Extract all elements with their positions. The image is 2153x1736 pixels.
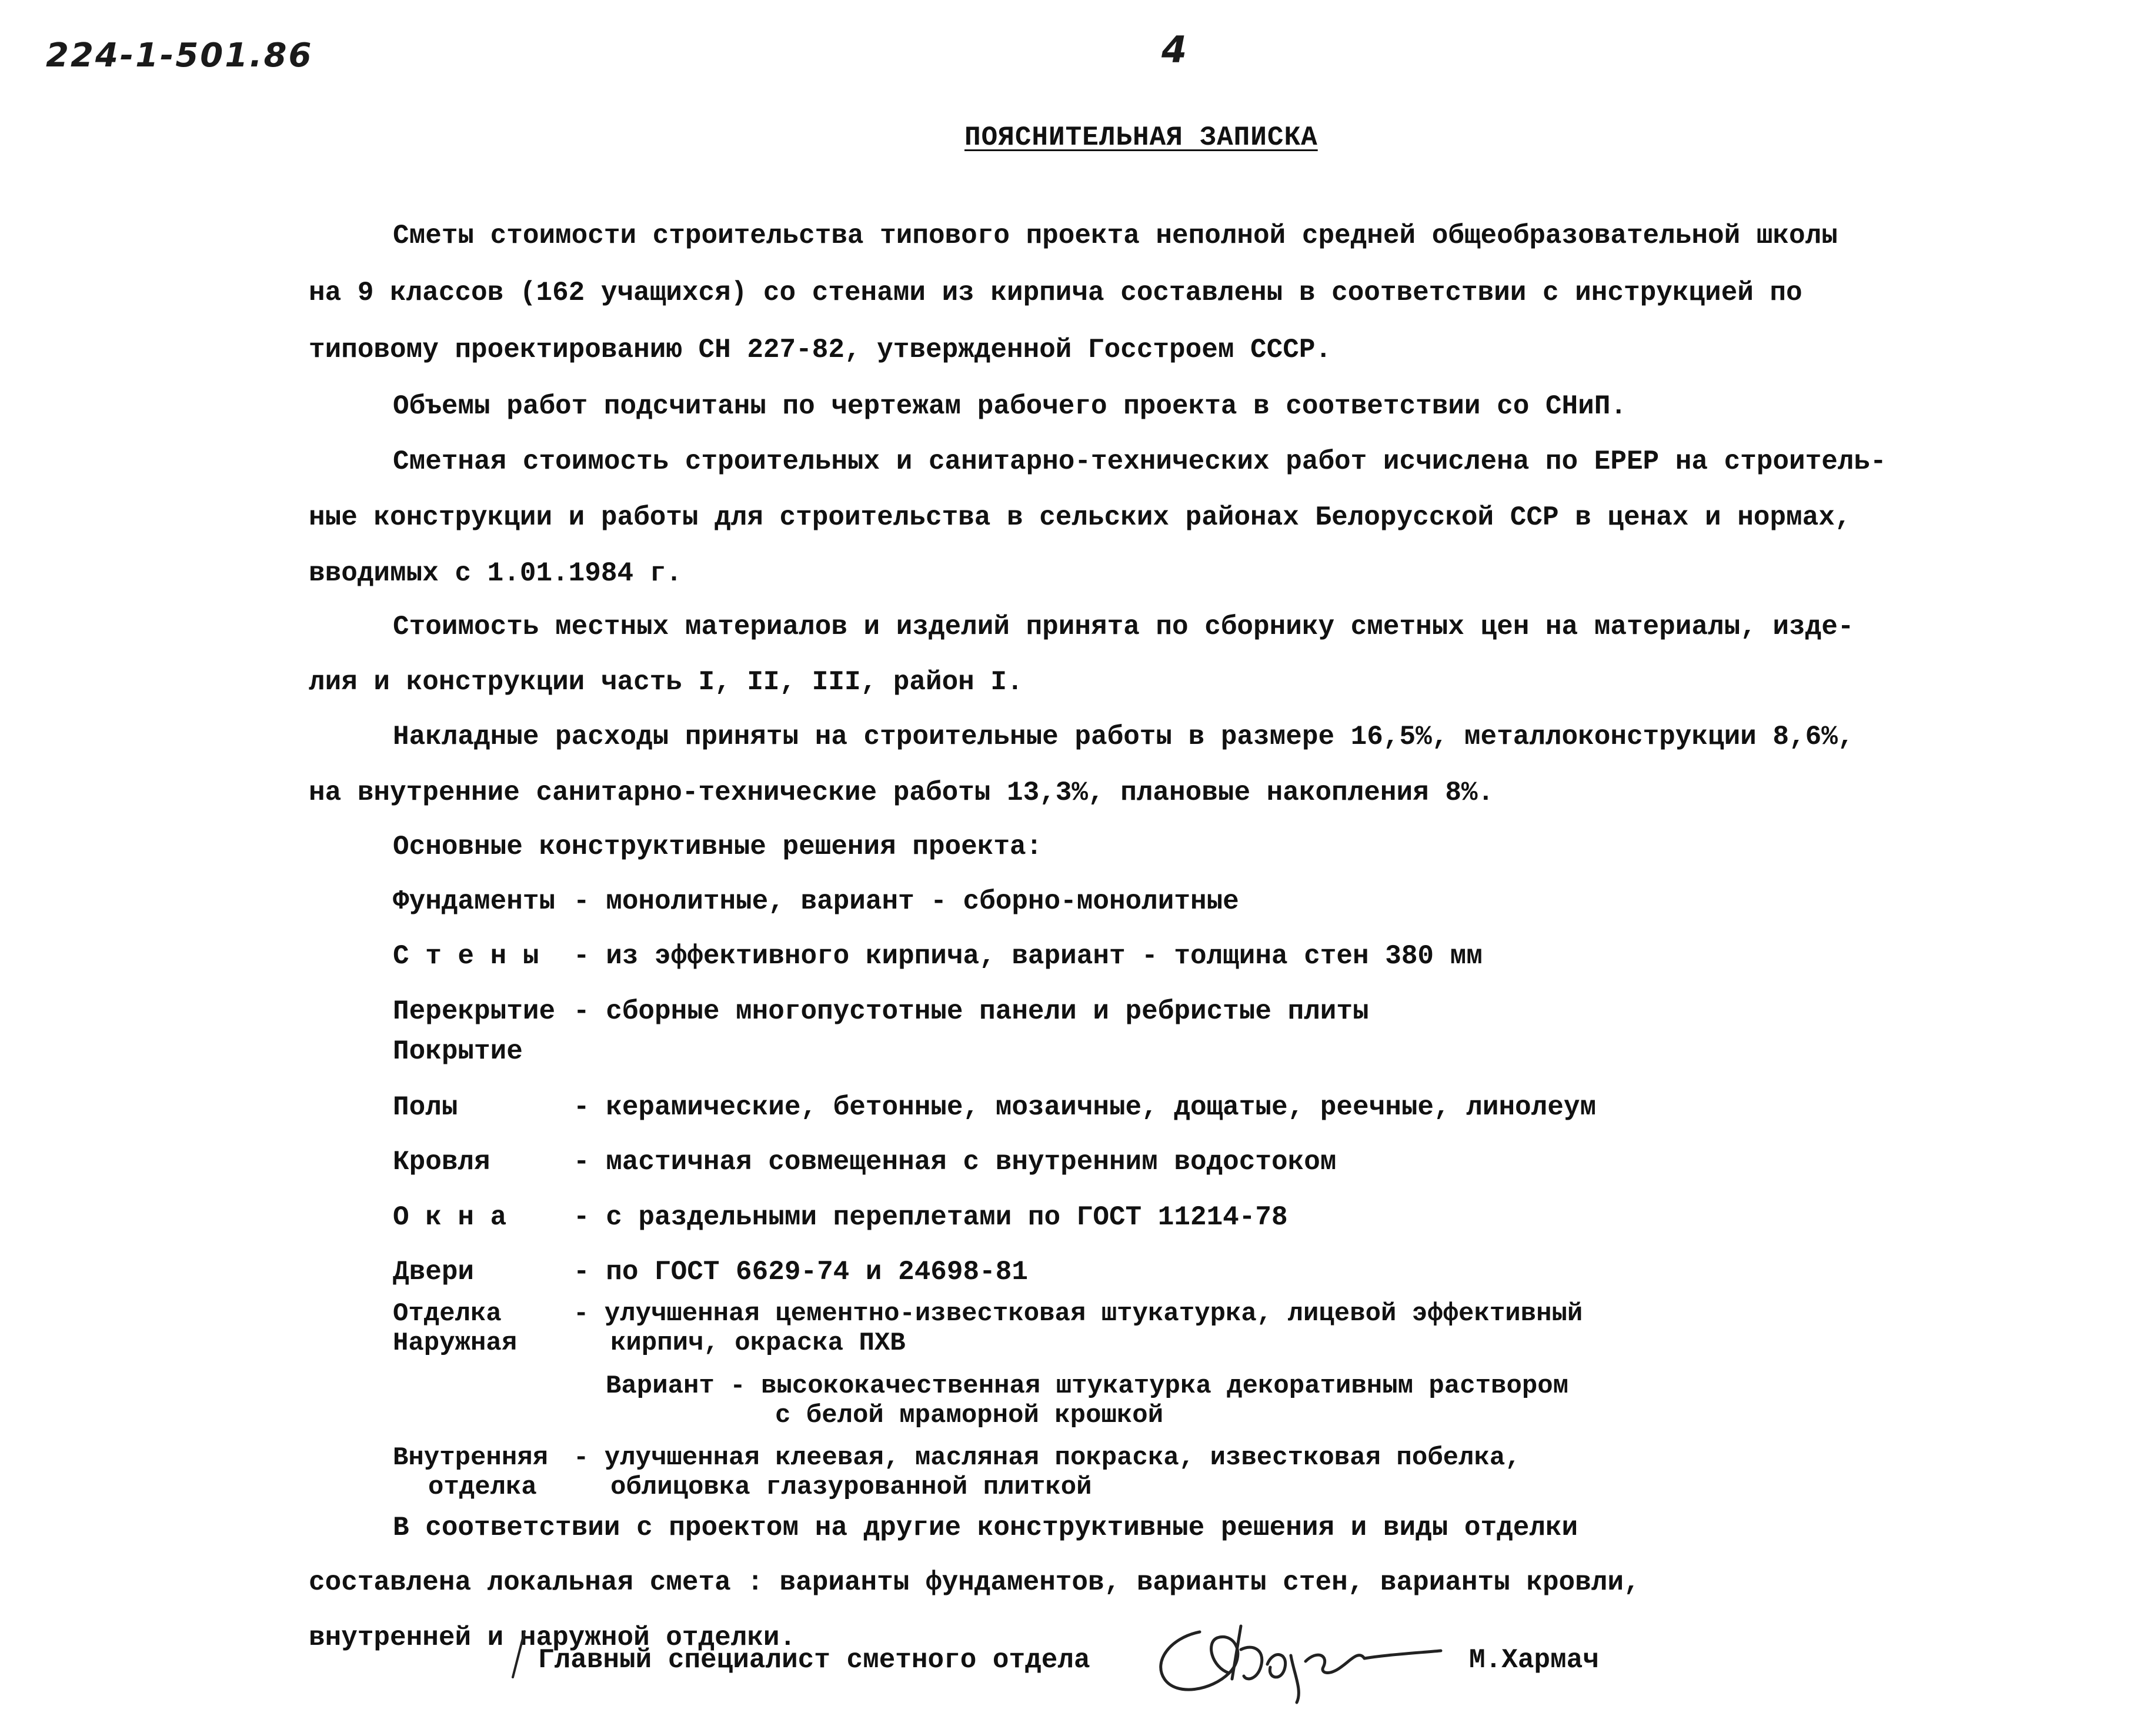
spec-label-walls: С т е н ы <box>393 941 539 972</box>
paragraph-4-line-2: лия и конструкции часть I, II, III, район I. <box>309 667 1023 697</box>
spec-value-exterior-finish-2: кирпич, окраска ПХВ <box>610 1328 906 1358</box>
signature-role: Главный специалист сметного отдела <box>538 1645 1090 1675</box>
spec-label-roof: Кровля <box>393 1147 490 1177</box>
closing-line-1: В соответствии с проектом на другие конструктивные решения и виды отделки <box>393 1513 1578 1543</box>
spec-value-floor-slabs: - сборные многопустотные панели и ребристые плиты <box>573 996 1369 1027</box>
spec-value-doors: - по ГОСТ 6629-74 и 24698-81 <box>573 1257 1028 1287</box>
page-number: 4 <box>1161 28 1187 71</box>
paragraph-4-line-1: Стоимость местных материалов и изделий принята по сборнику сметных цен на материалы, изде- <box>393 612 1854 642</box>
spec-label-exterior-finish-2: Наружная <box>393 1328 518 1358</box>
spec-value-windows: - с раздельными переплетами по ГОСТ 11214-78 <box>573 1202 1288 1233</box>
spec-value-interior-finish-2: облицовка глазурованной плиткой <box>610 1473 1092 1502</box>
paragraph-6-line-1: Основные конструктивные решения проекта: <box>393 832 1043 862</box>
paragraph-1-line-2: на 9 классов (162 учащихся) со стенами из кирпича составлены в соответствии с инструкцией по <box>309 278 1802 308</box>
spec-label-floor-slabs: Перекрытие <box>393 996 556 1027</box>
paragraph-5-line-2: на внутренние санитарно-технические работы 13,3%, плановые накопления 8%. <box>309 777 1494 808</box>
spec-label-roofing-cover: Покрытие <box>393 1036 523 1067</box>
spec-value-walls: - из эффективного кирпича, вариант - толщина стен 380 мм <box>573 941 1483 972</box>
paragraph-3-line-3: вводимых с 1.01.1984 г. <box>309 558 682 589</box>
closing-line-2: составлена локальная смета : варианты фундаментов, варианты стен, варианты кровли, <box>309 1567 1640 1598</box>
paragraph-3-line-2: ные конструкции и работы для строительства в сельских районах Белорусской ССР в ценах и нормах, <box>309 502 1851 533</box>
closing-line-3: внутренней и наружной отделки. <box>309 1623 796 1653</box>
spec-label-floors: Полы <box>393 1092 458 1123</box>
spec-value-roof: - мастичная совмещенная с внутренним водостоком <box>573 1147 1337 1177</box>
spec-label-foundations: Фундаменты <box>393 886 556 917</box>
spec-value-exterior-finish-1: - улучшенная цементно-известковая штукатурка, лицевой эффективный <box>573 1299 1583 1328</box>
document-title: ПОЯСНИТЕЛЬНАЯ ЗАПИСКА <box>964 122 1318 153</box>
paragraph-2-line-1: Объемы работ подсчитаны по чертежам рабочего проекта в соответствии со СНиП. <box>393 391 1627 422</box>
spec-label-exterior-finish-1: Отделка <box>393 1299 502 1328</box>
spec-label-doors: Двери <box>393 1257 475 1287</box>
spec-value-foundations: - монолитные, вариант - сборно-монолитные <box>573 886 1239 917</box>
spec-variant-exterior-finish-1: Вариант - высококачественная штукатурка декоративным раствором <box>606 1371 1569 1401</box>
document-code: 224-1-501.86 <box>46 36 313 75</box>
signature-name: М.Хармач <box>1469 1645 1599 1675</box>
slash-mark-icon <box>507 1628 530 1681</box>
handwritten-signature-icon <box>1147 1608 1453 1708</box>
spec-value-interior-finish-1: - улучшенная клеевая, масляная покраска, известковая побелка, <box>573 1443 1521 1473</box>
spec-value-floors: - керамические, бетонные, мозаичные, дощатые, реечные, линолеум <box>573 1092 1597 1123</box>
paragraph-3-line-1: Сметная стоимость строительных и санитарно-технических работ исчислена по ЕРЕР на строитель- <box>393 446 1887 477</box>
paragraph-5-line-1: Накладные расходы приняты на строительные работы в размере 16,5%, металлоконструкции 8,6%, <box>393 722 1854 752</box>
paragraph-1-line-1: Сметы стоимости строительства типового проекта неполной средней общеобразовательной школы <box>393 221 1838 251</box>
spec-label-interior-finish-1: Внутренняя <box>393 1443 549 1473</box>
spec-label-interior-finish-2: отделка <box>428 1473 537 1502</box>
spec-variant-exterior-finish-2: с белой мраморной крошкой <box>775 1401 1164 1430</box>
spec-label-windows: О к н а <box>393 1202 507 1233</box>
paragraph-1-line-3: типовому проектированию СН 227-82, утвержденной Госстроем СССР. <box>309 335 1332 365</box>
